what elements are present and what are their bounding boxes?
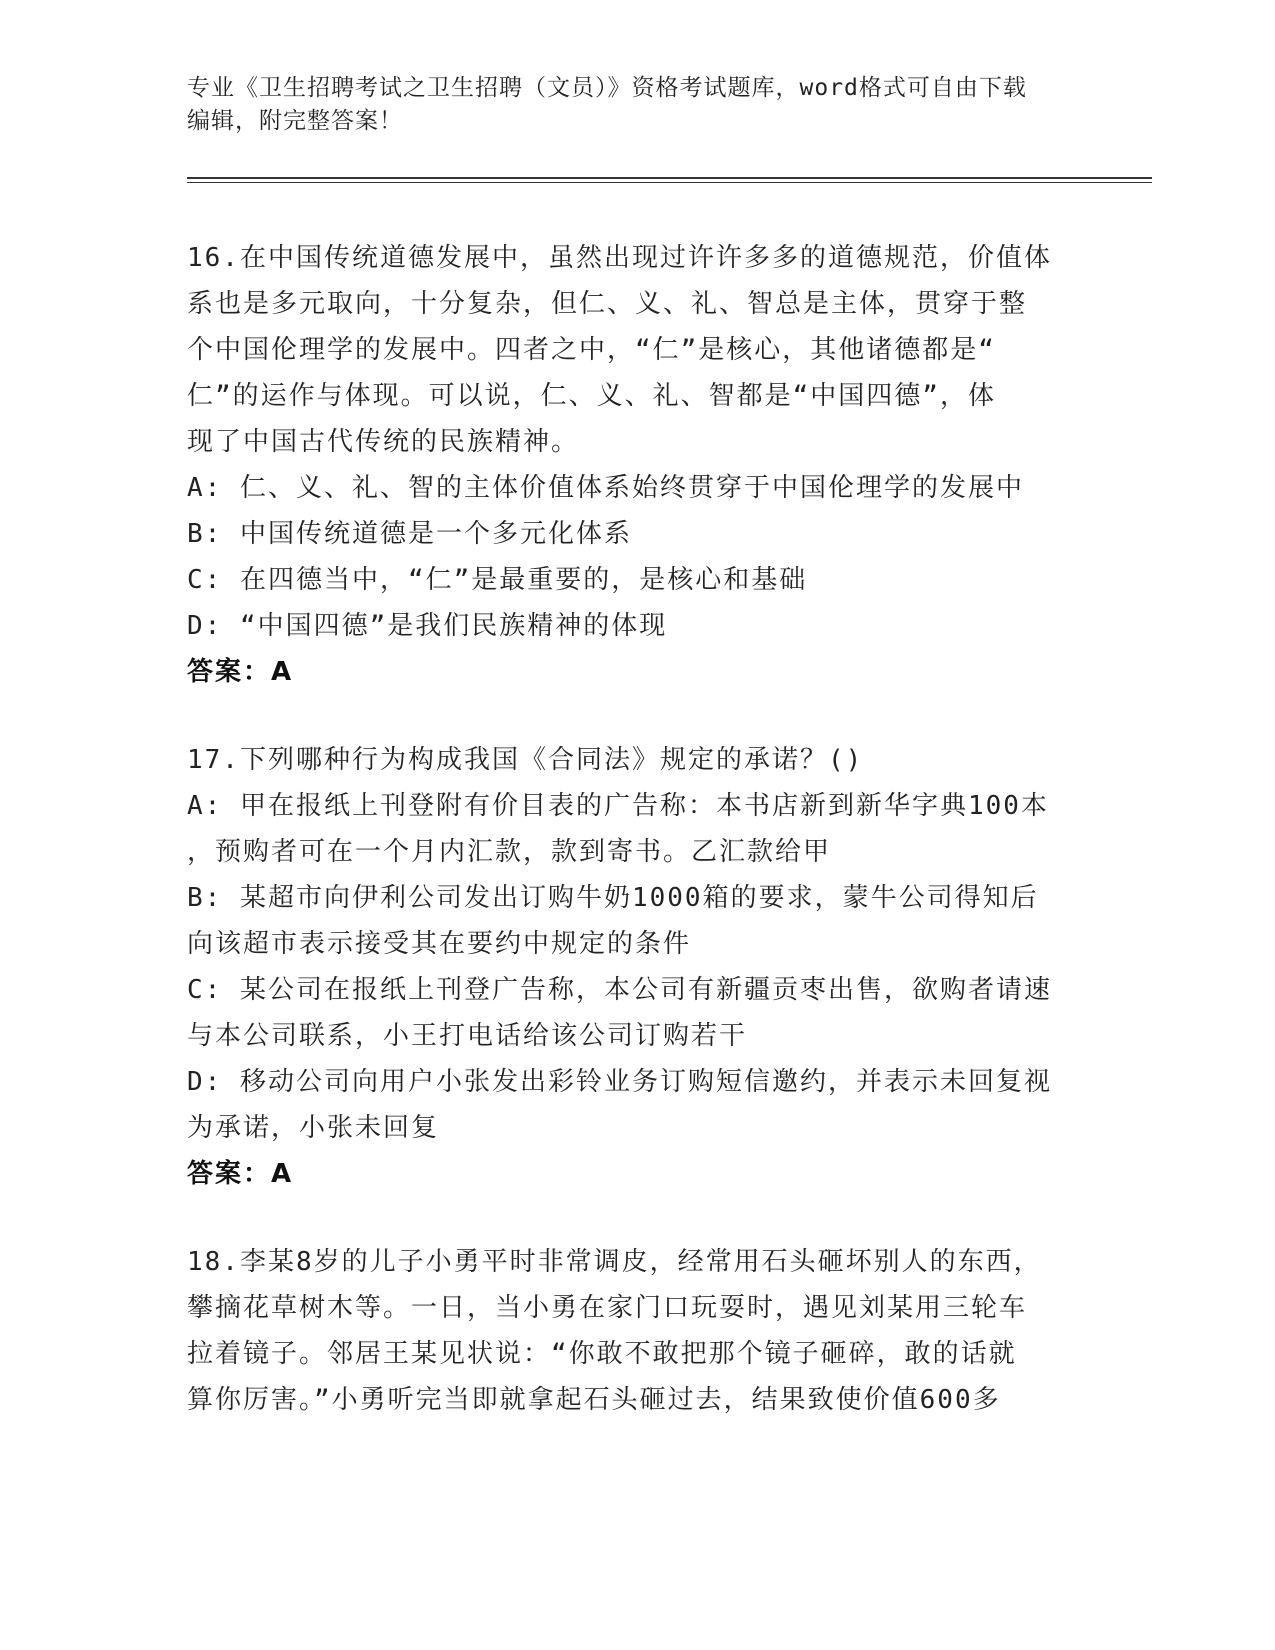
- answer-label: 答案：A: [187, 1159, 294, 1189]
- header-divider-thin: [187, 182, 1152, 183]
- question-stem-line: 个中国伦理学的发展中。四者之中，“仁”是核心，其他诸德都是“: [187, 335, 996, 365]
- question-stem-line: 攀摘花草树木等。一日，当小勇在家门口玩耍时，遇见刘某用三轮车: [187, 1293, 1028, 1323]
- option-b: B: 中国传统道德是一个多元化体系: [187, 519, 632, 549]
- answer-label: 答案：A: [187, 657, 294, 687]
- option-c: C: 在四德当中，“仁”是最重要的，是核心和基础: [187, 565, 808, 595]
- question-stem-line: 18.李某8岁的儿子小勇平时非常调皮，经常用石头砸坏别人的东西，: [187, 1247, 1042, 1277]
- question-stem-line: 16.在中国传统道德发展中，虽然出现过许许多多的道德规范，价值体: [187, 243, 1052, 273]
- question-stem-line: 现了中国古代传统的民族精神。: [187, 427, 580, 457]
- header-line-1: 专业《卫生招聘考试之卫生招聘（文员）》资格考试题库，word格式可自由下载: [187, 75, 1027, 101]
- option-d: D: 移动公司向用户小张发出彩铃业务订购短信邀约，并表示未回复视: [187, 1067, 1052, 1097]
- question-17: [187, 737, 1087, 1197]
- question-18: [187, 1239, 1087, 1423]
- option-c-continued: 与本公司联系，小王打电话给该公司订购若干: [187, 1021, 748, 1051]
- question-stem-line: 17.下列哪种行为构成我国《合同法》规定的承诺？(): [187, 745, 864, 775]
- option-a-continued: ，预购者可在一个月内汇款，款到寄书。乙汇款给甲: [187, 837, 832, 867]
- question-stem-line: 仁”的运作与体现。可以说，仁、义、礼、智都是“中国四德”，体: [187, 381, 996, 411]
- option-d: D: “中国四德”是我们民族精神的体现: [187, 611, 668, 641]
- header-divider-thick: [187, 177, 1152, 179]
- option-a: A: 仁、义、礼、智的主体价值体系始终贯穿于中国伦理学的发展中: [187, 473, 1024, 503]
- question-list: [187, 235, 1087, 1465]
- option-c: C: 某公司在报纸上刊登广告称，本公司有新疆贡枣出售，欲购者请速: [187, 975, 1052, 1005]
- question-stem-line: 算你厉害。”小勇听完当即就拿起石头砸过去，结果致使价值600多: [187, 1385, 1001, 1415]
- option-a: A: 甲在报纸上刊登附有价目表的广告称：本书店新到新华字典100本: [187, 791, 1049, 821]
- question-stem-line: 系也是多元取向，十分复杂，但仁、义、礼、智总是主体，贯穿于整: [187, 289, 1028, 319]
- option-d-continued: 为承诺，小张未回复: [187, 1113, 440, 1143]
- document-header: [187, 72, 1087, 138]
- question-16: [187, 235, 1087, 695]
- header-line-2: 编辑，附完整答案！: [187, 108, 403, 134]
- option-b: B: 某超市向伊利公司发出订购牛奶1000箱的要求，蒙牛公司得知后: [187, 883, 1039, 913]
- question-stem-line: 拉着镜子。邻居王某见状说：“你敢不敢把那个镜子砸碎，敢的话就: [187, 1339, 1017, 1369]
- option-b-continued: 向该超市表示接受其在要约中规定的条件: [187, 929, 692, 959]
